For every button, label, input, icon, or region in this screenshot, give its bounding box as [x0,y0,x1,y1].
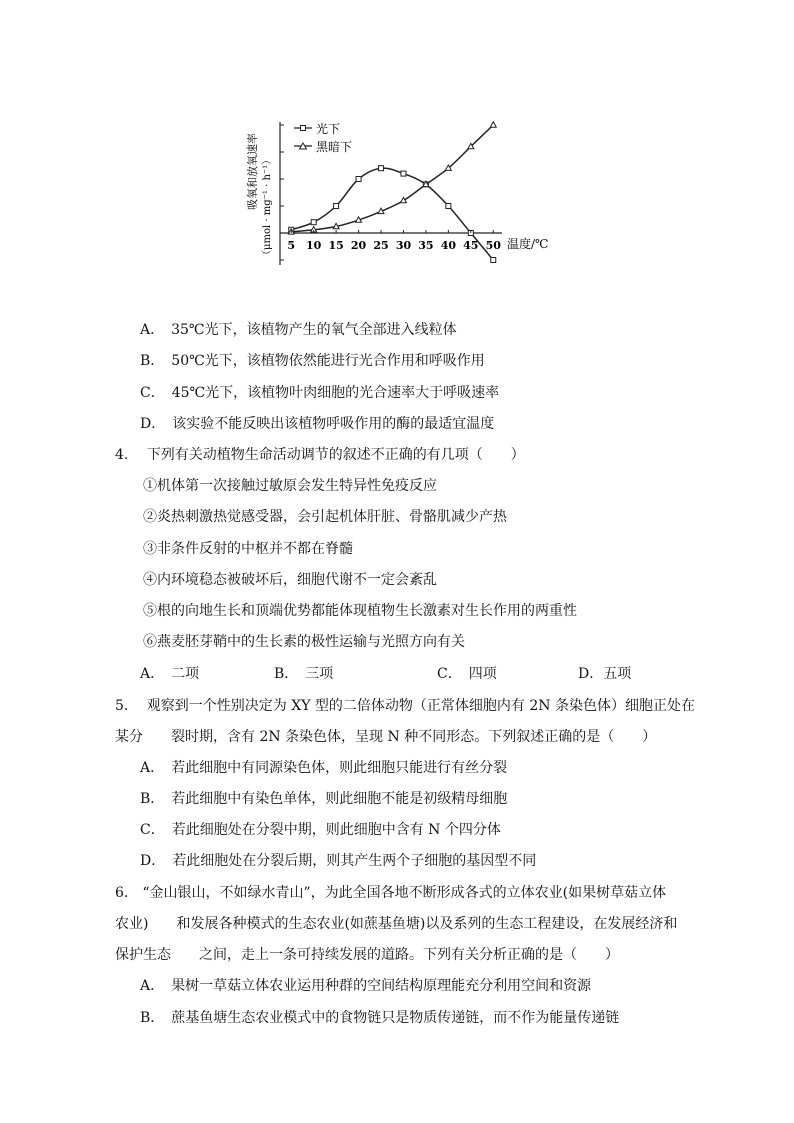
line-chart [246,110,550,275]
legend-light-marker [301,126,306,131]
x-tick-label: 25 [373,239,389,252]
q4-item-4: ④内环境稳态被破坏后，细胞代谢不一定会紊乱 [143,572,437,588]
q5-option-a: A． 若此细胞中有同源染色体，则此细胞只能进行有丝分裂 [140,760,508,776]
x-tick-label: 5 [287,239,296,252]
q5-option-b: B． 若此细胞中有染色单体，则此细胞不能是初级精母细胞 [140,791,508,807]
x-tick-label: 15 [328,239,344,252]
q4-stem: 4. 下列有关动植物生命活动调节的叙述不正确的有几项（ ） [115,447,525,463]
q6-option-b: B． 蔗基鱼塘生态农业模式中的食物链只是物质传递链，而不作为能量传递链 [140,1010,620,1026]
point-light [334,204,339,209]
q4-option-d: D．五项 [578,666,632,682]
x-tick-label: 10 [306,239,322,252]
q3-option-b: B． 50℃光下，该植物依然能进行光合作用和呼吸作用 [140,353,485,369]
q6-stem-line2: 农业) 和发展各种模式的生态农业(如蔗基鱼塘)以及系列的生态工程建设，在发展经济和 [115,916,678,932]
q6-stem-line1: 6. “金山银山，不如绿水青山”，为此全国各地不断形成各式的立体农业(如果树草菇立体 [115,885,667,901]
x-axis-label: 温度/℃ [507,237,549,251]
q5-stem-line2: 某分 裂时期，含有 2N 条染色体，呈现 N 种不同形态。下列叙述正确的是（ ） [115,729,657,745]
point-light [379,166,384,171]
q5-option-d: D． 若此细胞处在分裂后期，则其产生两个子细胞的基因型不同 [140,853,537,869]
legend-light-label: 光下 [316,122,341,136]
q5-option-c: C． 若此细胞处在分裂中期，则此细胞中含有 N 个四分体 [140,822,501,838]
y-axis-unit: （μmol · mg⁻¹ · h⁻¹） [262,154,273,260]
q6-option-a: A． 果树一草菇立体农业运用种群的空间结构原理能充分利用空间和资源 [140,978,592,994]
q4-option-a: A． 二项 [140,666,200,682]
point-light [311,220,316,225]
q4-option-b: B． 三项 [274,666,334,682]
x-tick-label: 35 [418,239,434,252]
point-dark [490,122,496,127]
point-light [491,258,496,263]
point-light [446,204,451,209]
x-tick-label: 45 [463,239,479,252]
q4-item-5: ⑤根的向地生长和顶端优势都能体现植物生长激素对生长作用的两重性 [143,603,577,619]
q3-option-a: A． 35℃光下，该植物产生的氧气全部进入线粒体 [140,322,457,338]
q4-item-1: ①机体第一次接触过敏原会发生特异性免疫反应 [143,478,437,494]
x-tick-label: 50 [485,239,501,252]
q4-item-3: ③非条件反射的中枢并不都在脊髓 [143,541,353,557]
point-light [356,177,361,182]
q4-options [140,663,660,683]
x-tick-label: 30 [395,239,412,252]
point-light [401,171,406,176]
chart-svg [246,110,550,275]
legend-dark-label: 黑暗下 [316,140,353,154]
y-axis-label: 吸氧和放氧速率 [246,133,259,210]
q3-option-c: C． 45℃光下，该植物叶肉细胞的光合速率大于呼吸速率 [140,385,500,401]
q5-stem-line1: 5. 观察到一个性别决定为 XY 型的二倍体动物（正常体细胞内有 2N 条染色体）细胞正处在 [115,698,695,714]
q6-stem-line3: 保护生态 之间，走上一条可持续发展的道路。下列有关分析正确的是（ ） [115,947,619,963]
q3-option-d: D． 该实验不能反映出该植物呼吸作用的酶的最适宜温度 [140,416,495,432]
x-tick-label: 20 [350,239,367,252]
x-tick-label: 40 [440,239,457,252]
q4-item-6: ⑥燕麦胚芽鞘中的生长素的极性运输与光照方向有关 [143,634,465,650]
q4-option-c: C． 四项 [437,666,497,682]
q4-item-2: ②炎热刺激热觉感受器，会引起机体肝脏、骨骼肌减少产热 [143,509,507,525]
